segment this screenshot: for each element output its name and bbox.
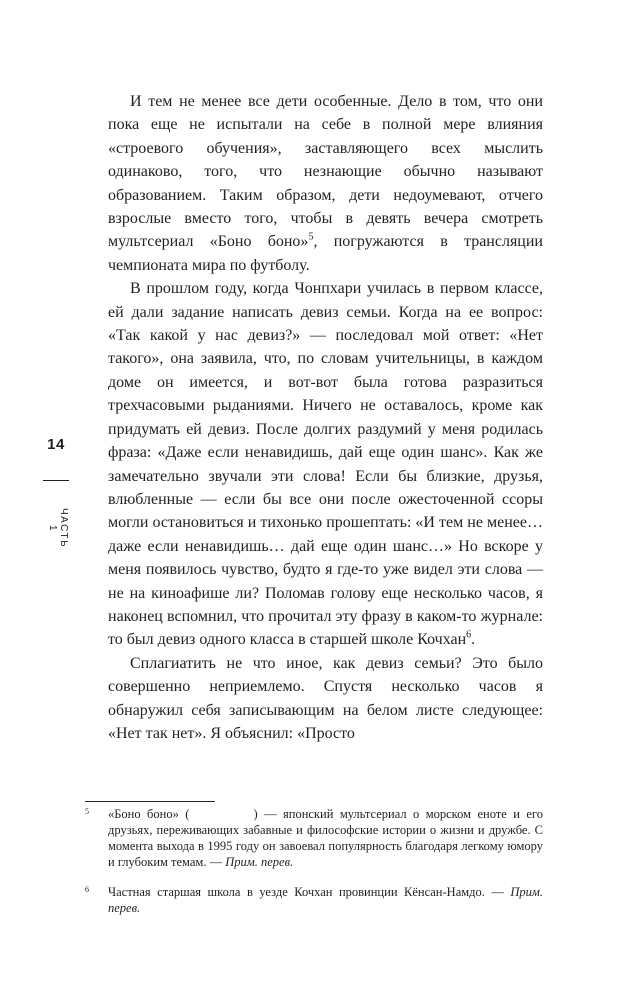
footnote-divider: [85, 801, 215, 802]
footnote-ref[interactable]: 5: [308, 232, 314, 244]
paragraph: [108, 90, 543, 277]
margin-divider: [43, 480, 69, 481]
paragraph-text: И тем не менее все дети особенные. Дело в том, что они пока еще не испытали на себе в полной мере влияния «строевого обучения», заставляющего всех мыслить одинаково, того, что незнающие обычно называют образованием. Таким образом, дети недоумевают, отчего взрослые вместо того, чтобы в девять вечера смотреть мультсериал «Боно боно»: [108, 93, 543, 251]
footnote-text: «Боно боно» (: [108, 807, 190, 821]
paragraph: [108, 652, 543, 746]
footnotes: [85, 806, 543, 930]
page-number: 14: [47, 436, 65, 453]
main-text: [108, 90, 543, 745]
footnote: [85, 884, 543, 916]
paragraph-text: , погружаются в трансляции чемпионата мира по футболу.: [108, 233, 543, 274]
footnote: [85, 806, 543, 870]
translator-note: Прим. перев.: [108, 885, 543, 915]
footnote-ref[interactable]: 6: [466, 630, 472, 642]
footnote-number: 5: [85, 807, 89, 816]
paragraph-text: В прошлом году, когда Чонпхари училась в первом классе, ей дали задание написать девиз семьи. Когда на ее вопрос: «Так какой у нас девиз?» — последовал мой ответ: «Нет такого», она заявила, что, по словам учительницы, в каждом доме он имеется, и вот-вот была готова разразиться трехчасовыми рыданиями. Ничего не оставалось, кроме как придумать ей девиз. После долгих раздумий у меня родилась фраза: «Даже если ненавидишь, дай еще один шанс». Как же замечательно звучали эти слова! Если бы близкие, друзья, влюбленные — если бы все они после ожесточенной ссоры могли остановиться и тихонько прошептать: «И тем не менее… даже если ненавидишь… дай еще один шанс…» Но вскоре у меня появилось чувство, будто я где-то уже видел эти слова — не на киноафише ли? Поломав голову еще несколько часов, я наконец вспомнил, что прочитал эту фразу в каком-то журнале: то был девиз одного класса в старшей школе Кочхан: [108, 280, 543, 649]
paragraph-text: Сплагиатить не что иное, как девиз семьи? Это было совершенно неприемлемо. Спустя несколько часов я обнаружил себя записывающим на белом листе следующее: «Нет так нет». Я объяснил: «Просто: [108, 654, 543, 742]
footnote-text: Частная старшая школа в уезде Кочхан провинции Кёнсан-Намдо. —: [108, 885, 511, 899]
part-label: ЧАСТЬ 1: [47, 508, 69, 549]
footnote-number: 6: [85, 885, 89, 894]
footnote-text: ) — японский мультсериал о морском еноте и его друзьях, переживающих забавные и философские истории о жизни и дружбе. С момента выхода в 1995 году он завоевал популярность благодаря легкому юмору и глубоким темам. —: [108, 807, 543, 869]
paragraph-text: .: [471, 631, 476, 649]
translator-note: Прим. перев.: [225, 855, 294, 869]
paragraph: [108, 277, 543, 652]
